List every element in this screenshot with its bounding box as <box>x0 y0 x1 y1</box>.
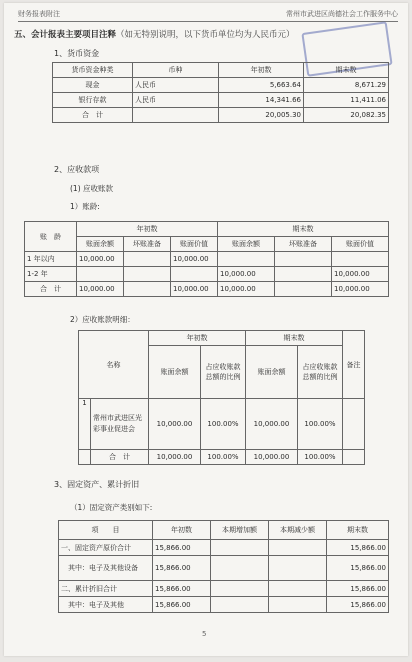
cash-title: 1、货币资金 <box>54 49 100 58</box>
cash-table <box>52 62 389 123</box>
table-row <box>59 581 389 597</box>
section-title <box>14 28 295 40</box>
cell: 100.00% <box>201 450 246 465</box>
cell: 其中：电子及其他 <box>59 597 153 613</box>
cell <box>124 267 171 282</box>
header-cell: 账面价值 <box>171 237 218 252</box>
cell: 合 计 <box>25 282 77 297</box>
receivable-detail-table <box>78 330 365 465</box>
cell: 其中：电子及其他设备 <box>59 556 153 581</box>
table-row <box>53 93 389 108</box>
cell: 10,000.00 <box>77 282 124 297</box>
table-row <box>79 450 365 465</box>
cell: 15,866.00 <box>153 556 211 581</box>
cell: 10,000.00 <box>246 399 298 450</box>
page-number: 5 <box>202 630 207 638</box>
page-header <box>18 9 398 22</box>
cell <box>269 540 327 556</box>
table-row <box>25 267 389 282</box>
table-row <box>59 597 389 613</box>
cell <box>211 581 269 597</box>
cell <box>124 252 171 267</box>
header-cell: 期末数 <box>246 331 343 346</box>
cell: 10,000.00 <box>149 450 201 465</box>
receivable-title: 2、应收款项 <box>54 165 100 174</box>
cell <box>218 252 275 267</box>
header-cell: 年初数 <box>153 521 211 540</box>
cell: 10,000.00 <box>171 252 218 267</box>
cell <box>171 267 218 282</box>
cell: 10,000.00 <box>332 282 389 297</box>
receivable-sub1: (1) 应收账款 <box>70 184 114 193</box>
cell: 15,866.00 <box>153 597 211 613</box>
cell <box>79 450 91 465</box>
header-cell: 期末数 <box>327 521 389 540</box>
cell: 15,866.00 <box>327 581 389 597</box>
cell: 11,411.06 <box>304 93 389 108</box>
table-header-row <box>25 237 389 252</box>
header-cell: 坏账准备 <box>124 237 171 252</box>
cell: 15,866.00 <box>327 556 389 581</box>
fixed-sub1: （1）固定资产类别如下: <box>70 503 153 512</box>
cell <box>269 556 327 581</box>
cell: 15,866.00 <box>153 540 211 556</box>
header-cell: 坏账准备 <box>275 237 332 252</box>
cell: 15,866.00 <box>327 597 389 613</box>
cell: 人民币 <box>133 93 219 108</box>
cell: 8,671.29 <box>304 78 389 93</box>
header-cell: 占应收账款总额的比例 <box>298 346 343 399</box>
cell: 10,000.00 <box>246 450 298 465</box>
table-header-row <box>53 63 389 78</box>
cell <box>343 450 365 465</box>
cell: 15,866.00 <box>153 581 211 597</box>
header-left: 财务报表附注 <box>18 10 60 18</box>
cell <box>269 581 327 597</box>
header-cell: 本期减少额 <box>269 521 327 540</box>
aging-table <box>24 221 389 297</box>
cell: 10,000.00 <box>332 267 389 282</box>
header-right: 常州市武进区尚德社会工作服务中心 <box>286 10 398 18</box>
cell: 100.00% <box>298 450 343 465</box>
header-cell: 占应收账款总额的比例 <box>201 346 246 399</box>
header-cell: 账面价值 <box>332 237 389 252</box>
cell: 合 计 <box>91 450 149 465</box>
table-group-header-row <box>25 222 389 237</box>
cell: 银行存款 <box>53 93 133 108</box>
table-group-header-row <box>79 331 365 346</box>
receivable-sub1a: 1）账龄: <box>70 202 100 211</box>
table-row <box>59 540 389 556</box>
header-cell: 账面余额 <box>149 346 201 399</box>
cell: 一、固定资产原价合计 <box>59 540 153 556</box>
cell <box>211 540 269 556</box>
cell: 100.00% <box>201 399 246 450</box>
cell <box>332 252 389 267</box>
cell: 1 年以内 <box>25 252 77 267</box>
cell <box>77 267 124 282</box>
cell <box>343 399 365 450</box>
table-row <box>59 556 389 581</box>
header-cell: 账面余额 <box>246 346 298 399</box>
cell <box>133 108 219 123</box>
table-row <box>53 108 389 123</box>
cell: 20,005.30 <box>219 108 304 123</box>
header-cell: 期末数 <box>218 222 389 237</box>
cell: 人民币 <box>133 78 219 93</box>
cell: 1-2 年 <box>25 267 77 282</box>
header-cell: 账面余额 <box>77 237 124 252</box>
cell: 合 计 <box>53 108 133 123</box>
cell <box>275 267 332 282</box>
cell <box>211 556 269 581</box>
cell <box>269 597 327 613</box>
header-cell: 币种 <box>133 63 219 78</box>
cell: 15,866.00 <box>327 540 389 556</box>
header-cell: 备注 <box>343 331 365 399</box>
cell: 10,000.00 <box>218 267 275 282</box>
header-cell: 年初数 <box>149 331 246 346</box>
cell: 10,000.00 <box>77 252 124 267</box>
header-cell: 账 龄 <box>25 222 77 252</box>
section-title-text: 五、会计报表主要项目注释 <box>14 30 117 40</box>
header-cell: 期末数 <box>304 63 389 78</box>
cell: 常州市武进区光彩事业促进会 <box>91 399 149 450</box>
table-header-row <box>59 521 389 540</box>
header-cell: 账面余额 <box>218 237 275 252</box>
cell: 100.00% <box>298 399 343 450</box>
fixed-title: 3、固定资产、累计折旧 <box>54 480 140 489</box>
receivable-sub2: 2）应收账款明细： <box>70 315 135 324</box>
header-cell: 项 目 <box>59 521 153 540</box>
table-row <box>25 252 389 267</box>
table-row <box>25 282 389 297</box>
cell: 10,000.00 <box>149 399 201 450</box>
cell: 二、累计折旧合计 <box>59 581 153 597</box>
cell: 20,082.35 <box>304 108 389 123</box>
cell: 5,663.64 <box>219 78 304 93</box>
document-page <box>4 3 408 656</box>
cell: 10,000.00 <box>171 282 218 297</box>
header-cell: 名称 <box>79 331 149 399</box>
header-cell: 年初数 <box>77 222 218 237</box>
header-cell: 货币资金种类 <box>53 63 133 78</box>
cell: 1 <box>79 399 91 450</box>
cell <box>124 282 171 297</box>
table-row <box>79 399 365 450</box>
cell: 14,341.66 <box>219 93 304 108</box>
cell: 10,000.00 <box>218 282 275 297</box>
cell: 现金 <box>53 78 133 93</box>
header-cell: 本期增加额 <box>211 521 269 540</box>
header-cell: 年初数 <box>219 63 304 78</box>
table-row <box>53 78 389 93</box>
cell <box>211 597 269 613</box>
cell <box>275 252 332 267</box>
section-note: （如无特别说明，以下货币单位均为人民币元） <box>116 30 295 40</box>
cell <box>275 282 332 297</box>
fixed-asset-table <box>58 520 389 613</box>
